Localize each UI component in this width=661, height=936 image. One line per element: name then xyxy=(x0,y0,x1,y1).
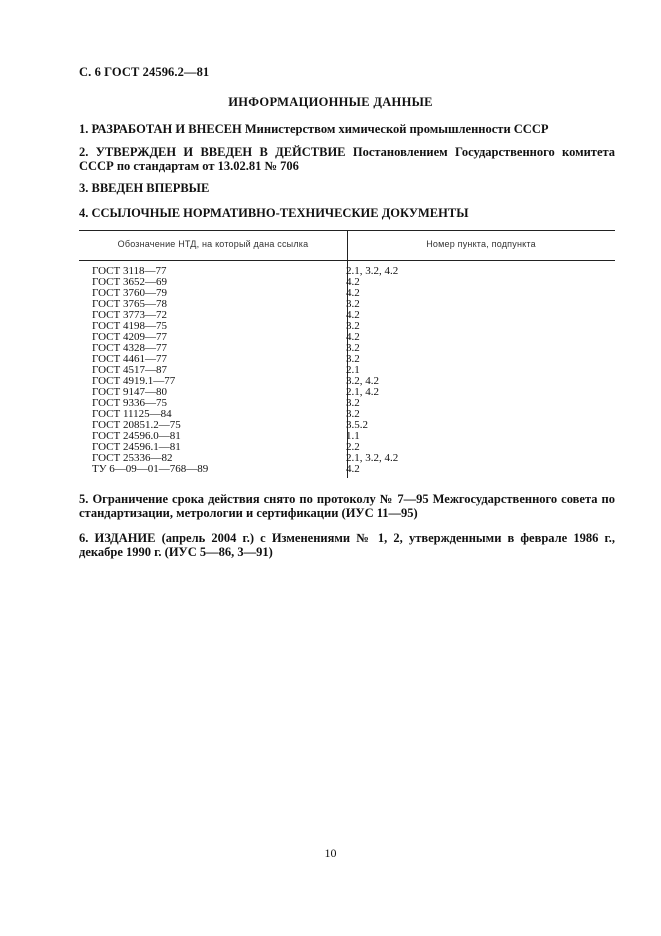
item-4 xyxy=(79,206,615,220)
page-number: 10 xyxy=(324,846,337,860)
table-cell-document: ГОСТ 24596.1—81 xyxy=(92,441,181,453)
item-lead: ВВЕДЕН ВПЕРВЫЕ xyxy=(91,181,210,195)
table-cell-document: ГОСТ 4461—77 xyxy=(92,353,167,365)
table-cell-clause: 2.1, 3.2, 4.2 xyxy=(346,265,399,277)
table-cell-clause: 4.2 xyxy=(346,309,360,321)
item-lead: ССЫЛОЧНЫЕ НОРМАТИВНО-ТЕХНИЧЕСКИЕ ДОКУМЕНТЫ xyxy=(91,206,469,220)
item-3 xyxy=(79,181,615,195)
item-number: 6. xyxy=(79,531,89,545)
table-cell-document: ГОСТ 3773—72 xyxy=(92,309,167,321)
table-cell-document: ГОСТ 20851.2—75 xyxy=(92,419,181,431)
table-cell-document: ГОСТ 9336—75 xyxy=(92,397,167,409)
table-cell-clause: 3.2 xyxy=(346,342,360,354)
table-cell-document: ТУ 6—09—01—768—89 xyxy=(92,463,209,475)
item-lead: ИЗДАНИЕ xyxy=(94,531,156,545)
table-cell-clause: 3.5.2 xyxy=(346,419,368,431)
page-header: С. 6 ГОСТ 24596.2—81 xyxy=(79,65,210,79)
table-cell-clause: 2.2 xyxy=(346,441,360,453)
item-number: 1. xyxy=(79,122,89,136)
table-header-clause: Номер пункта, подпункта xyxy=(426,239,536,249)
table-header-document: Обозначение НТД, на который дана ссылка xyxy=(117,239,309,249)
table-cell-clause: 4.2 xyxy=(346,287,360,299)
table-cell-clause: 4.2 xyxy=(346,463,360,475)
table-cell-clause: 2.1 xyxy=(346,364,360,376)
item-2 xyxy=(79,145,615,173)
table-cell-clause: 1.1 xyxy=(346,430,360,442)
item-number: 2. xyxy=(79,145,89,159)
item-number: 5. xyxy=(79,492,89,506)
table-cell-clause: 2.1, 4.2 xyxy=(346,386,379,398)
table-cell-clause: 4.2 xyxy=(346,331,360,343)
reference-table xyxy=(79,230,615,478)
table-cell-document: ГОСТ 4198—75 xyxy=(92,320,167,332)
clause-column xyxy=(346,266,606,475)
table-cell-document: ГОСТ 3652—69 xyxy=(92,276,167,288)
item-lead: РАЗРАБОТАН И ВНЕСЕН xyxy=(91,122,242,136)
table-cell-document: ГОСТ 9147—80 xyxy=(92,386,167,398)
table-cell-clause: 4.2 xyxy=(346,276,360,288)
item-body: Постановлением Государственного комитета СССР по стандартам от 13.02.81 № 706 xyxy=(79,145,616,173)
table-cell-document: ГОСТ 4517—87 xyxy=(92,364,167,376)
table-cell-document: ГОСТ 11125—84 xyxy=(92,408,172,420)
table-cell-document: ГОСТ 4209—77 xyxy=(92,331,167,343)
item-body: (апрель 2004 г.) с Изменениями № 1, 2, утвержденными в феврале 1986 г., декабре 1990 г. (ИУС 5—86, 3—91) xyxy=(79,531,616,559)
table-cell-document: ГОСТ 4328—77 xyxy=(92,342,167,354)
item-1 xyxy=(79,122,615,136)
table-cell-clause: 3.2 xyxy=(346,408,360,420)
table-cell-document: ГОСТ 24596.0—81 xyxy=(92,430,181,442)
item-lead: УТВЕРЖДЕН И ВВЕДЕН В ДЕЙСТВИЕ xyxy=(95,145,346,159)
table-cell-clause: 2.1, 3.2, 4.2 xyxy=(346,452,399,464)
table-cell-document: ГОСТ 25336—82 xyxy=(92,452,173,464)
section-title: ИНФОРМАЦИОННЫЕ ДАННЫЕ xyxy=(228,95,433,109)
item-body: Министерством химической промышленности СССР xyxy=(244,122,549,136)
table-cell-clause: 3.2 xyxy=(346,298,360,310)
table-cell-clause: 3.2, 4.2 xyxy=(346,375,379,387)
table-cell-document: ГОСТ 3760—79 xyxy=(92,287,167,299)
item-body: Ограничение срока действия снято по протоколу № 7—95 Межгосударственного совета по стандартизации, метрологии и сертификации (ИУС 11—95) xyxy=(79,492,616,520)
item-number: 3. xyxy=(79,181,89,195)
table-cell-document: ГОСТ 3765—78 xyxy=(92,298,167,310)
table-cell-clause: 3.2 xyxy=(346,320,360,332)
item-6 xyxy=(79,531,615,559)
table-cell-document: ГОСТ 3118—77 xyxy=(92,265,167,277)
item-5 xyxy=(79,492,615,520)
item-number: 4. xyxy=(79,206,89,220)
document-column xyxy=(92,266,342,475)
table-cell-clause: 3.2 xyxy=(346,397,360,409)
table-cell-clause: 3.2 xyxy=(346,353,360,365)
table-cell-document: ГОСТ 4919.1—77 xyxy=(92,375,176,387)
